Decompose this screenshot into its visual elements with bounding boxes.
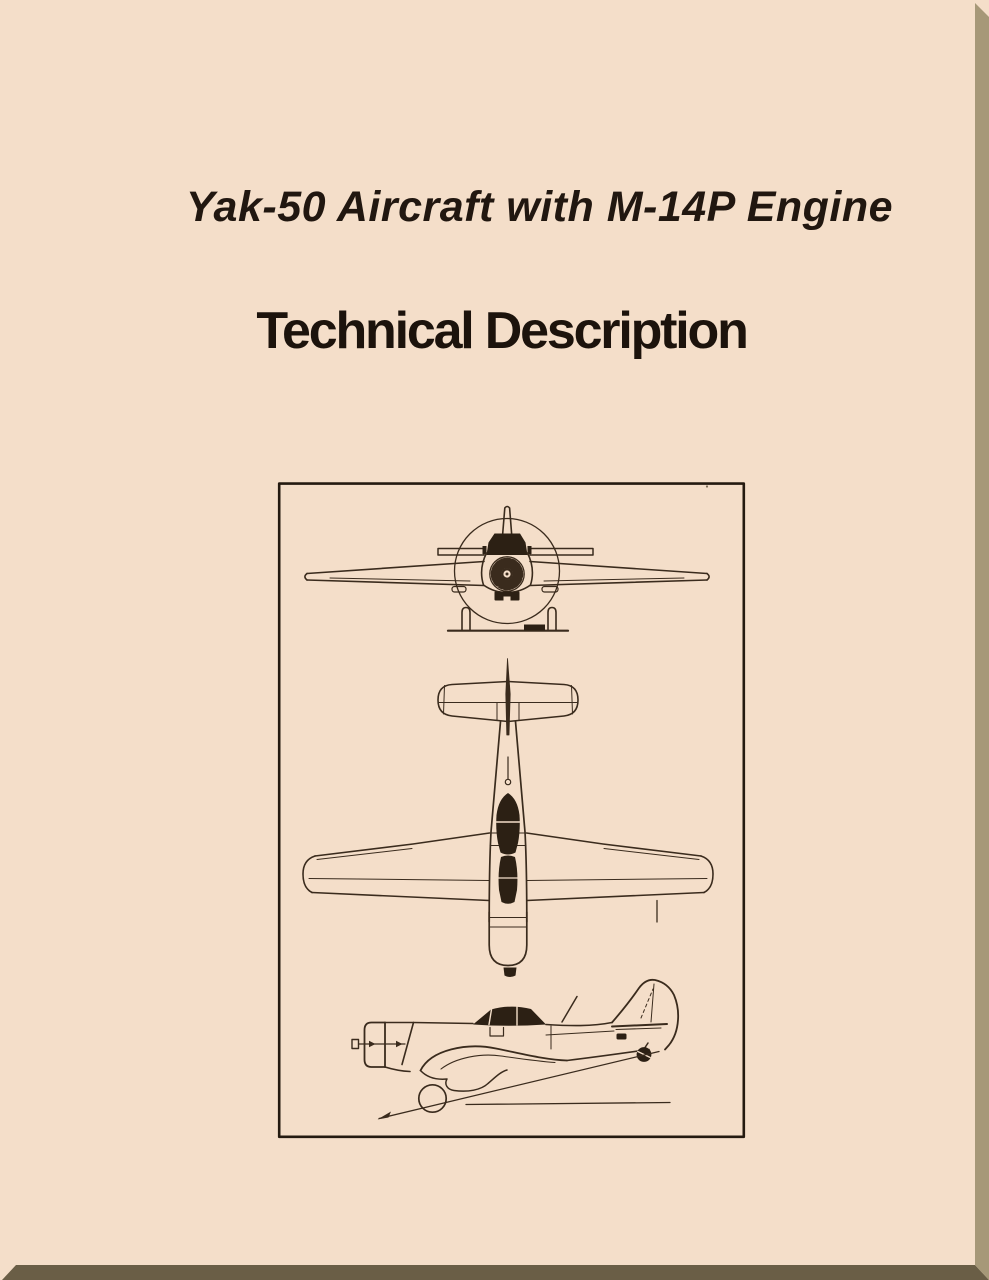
page-edge-bottom — [0, 1265, 989, 1280]
antenna-mast-side — [562, 997, 577, 1023]
ground-line-slanted — [379, 1052, 659, 1119]
vertical-fin — [503, 507, 512, 537]
cowl-side — [365, 1023, 386, 1068]
document-title-text: Yak-50 Aircraft with M-14P Engine — [185, 183, 894, 231]
cowl-cap — [487, 534, 528, 556]
side-view — [352, 980, 678, 1120]
fin-blade — [506, 659, 510, 736]
document-subtitle-text: Technical Description — [256, 302, 747, 360]
top-view — [303, 659, 713, 978]
wing-root-side — [421, 1046, 568, 1070]
wing-left — [305, 562, 484, 586]
canopy-side — [473, 1007, 546, 1026]
wing-left-plan — [303, 833, 490, 901]
spinner-plan — [504, 968, 517, 978]
paper-speck — [706, 485, 708, 487]
turtledeck — [499, 856, 518, 904]
stabilizer-left — [438, 549, 484, 556]
cowl-plan — [489, 912, 527, 966]
wing-right-plan — [527, 833, 714, 901]
page-edge-right — [975, 0, 989, 1280]
ground-line-level — [466, 1103, 670, 1105]
radial-engine — [490, 557, 524, 591]
front-view — [305, 507, 709, 631]
stabilizer-right — [530, 549, 593, 556]
landing-gear-front — [448, 608, 568, 631]
wing-right — [530, 562, 709, 586]
canopy-plan — [496, 793, 520, 855]
